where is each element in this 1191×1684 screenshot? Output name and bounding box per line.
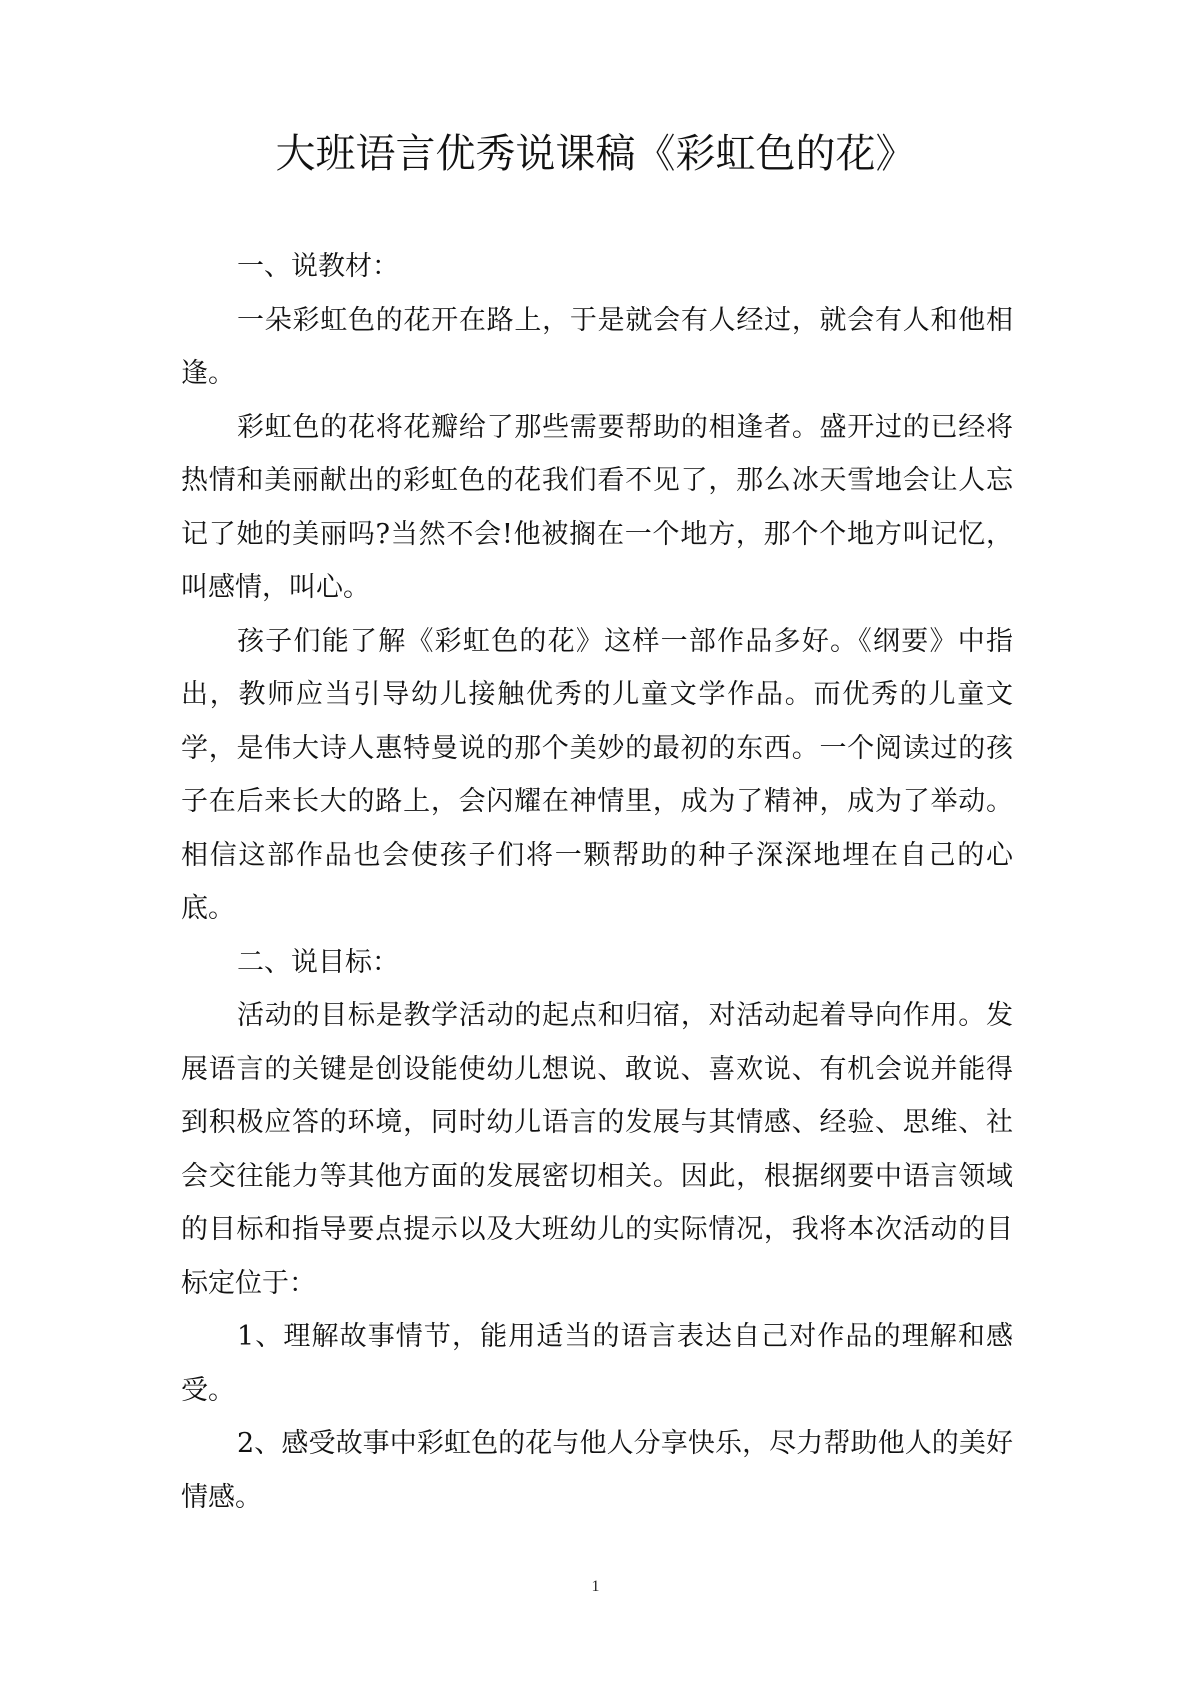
goal-item: 1、理解故事情节，能用适当的语言表达自己对作品的理解和感受。 [181, 1321, 1013, 1406]
document-body [181, 240, 1013, 1524]
section-heading-goals: 二、说目标： [237, 946, 399, 978]
document-title: 大班语言优秀说课稿《彩虹色的花》 [275, 131, 916, 177]
paragraph: 活动的目标是教学活动的起点和归宿，对活动起着导向作用。发展语言的关键是创设能使幼儿想说、敢说、喜欢说、有机会说并能得到积极应答的环境，同时幼儿语言的发展与其情感、经验、思维、社会交往能力等其他方面的发展密切相关。因此，根据纲要中语言领域的目标和指导要点提示以及大班幼儿的实际情况，我将本次活动的目标定位于： [181, 1000, 1013, 1299]
page-number: 1 [591, 1578, 600, 1595]
paragraph: 彩虹色的花将花瓣给了那些需要帮助的相逢者。盛开过的已经将热情和美丽献出的彩虹色的花我们看不见了，那么冰天雪地会让人忘记了她的美丽吗?当然不会!他被搁在一个地方，那个个地方叫记忆，叫感情，叫心。 [181, 411, 1013, 603]
paragraph: 一朵彩虹色的花开在路上，于是就会有人经过，就会有人和他相逢。 [181, 304, 1013, 389]
goal-item: 2、感受故事中彩虹色的花与他人分享快乐，尽力帮助他人的美好情感。 [181, 1428, 1013, 1513]
paragraph: 孩子们能了解《彩虹色的花》这样一部作品多好。《纲要》中指出，教师应当引导幼儿接触优秀的儿童文学作品。而优秀的儿童文学，是伟大诗人惠特曼说的那个美妙的最初的东西。一个阅读过的孩子在后来长大的路上，会闪耀在神情里，成为了精神，成为了举动。相信这部作品也会使孩子们将一颗帮助的种子深深地埋在自己的心底。 [181, 625, 1013, 924]
section-heading-teaching-material: 一、说教材： [237, 251, 399, 282]
